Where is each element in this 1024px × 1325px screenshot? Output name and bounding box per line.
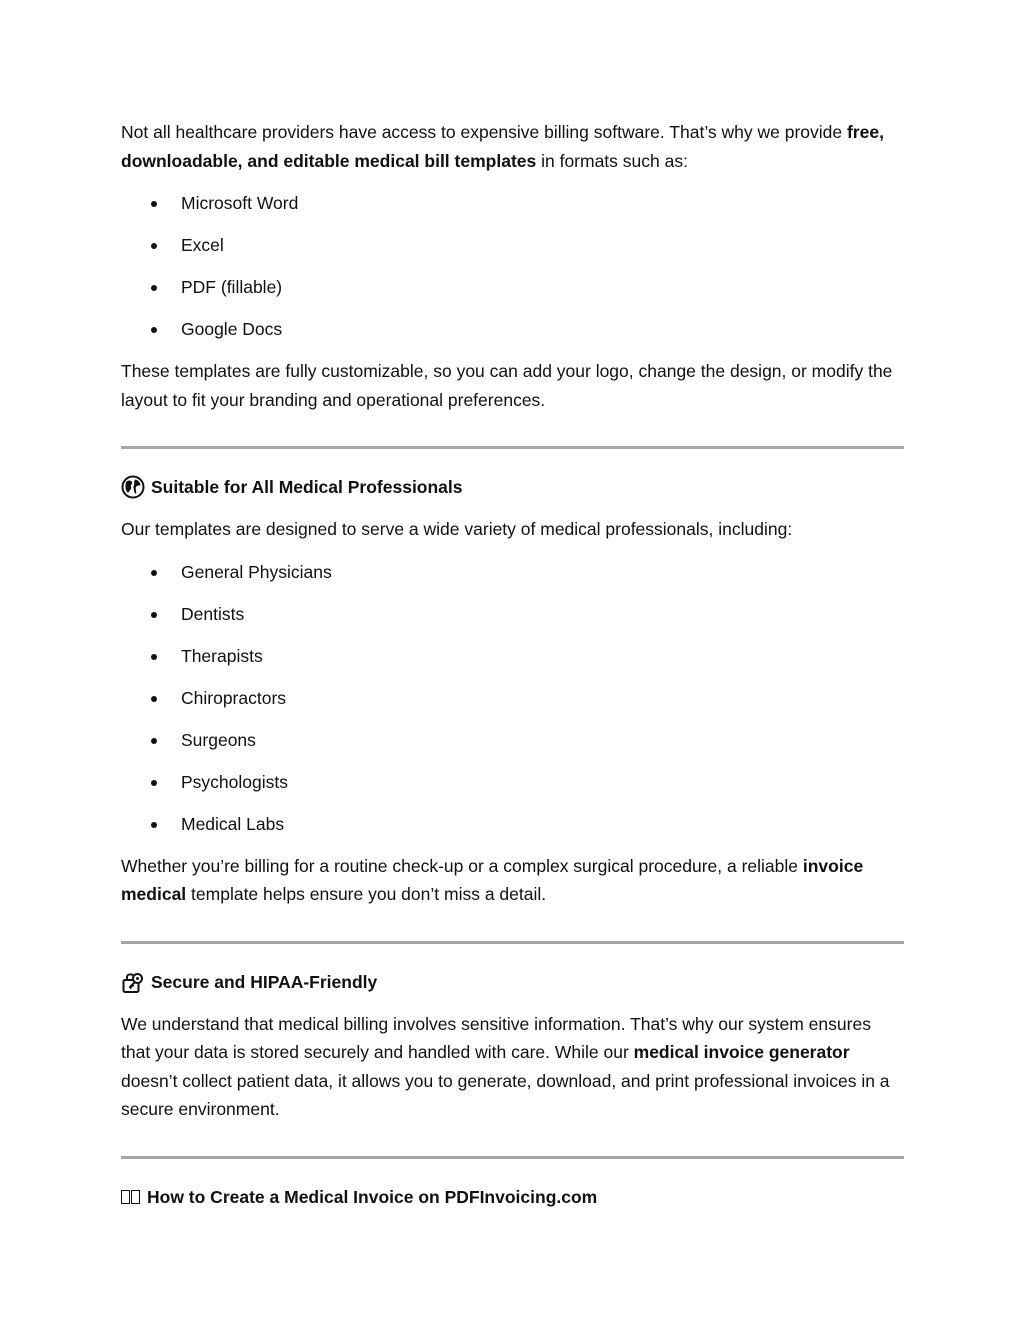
list-item bbox=[121, 768, 904, 796]
globe-icon bbox=[121, 475, 145, 499]
bullet-icon bbox=[151, 780, 157, 786]
list-item-label: Psychologists bbox=[181, 771, 288, 792]
bullet-icon bbox=[151, 696, 157, 702]
formats-list bbox=[121, 189, 904, 343]
list-item-label: Chiropractors bbox=[181, 687, 287, 708]
list-item bbox=[121, 810, 904, 838]
bullet-icon bbox=[151, 612, 157, 618]
document-page bbox=[121, 118, 904, 1211]
list-item bbox=[121, 642, 904, 670]
secure-bold-text: medical invoice generator bbox=[633, 1042, 850, 1062]
list-item bbox=[121, 231, 904, 259]
list-item-label: General Physicians bbox=[181, 561, 332, 582]
missing-glyph-box bbox=[131, 1190, 140, 1204]
list-item-label: Surgeons bbox=[181, 729, 256, 750]
bullet-icon bbox=[151, 570, 157, 576]
divider bbox=[121, 941, 904, 944]
section-title: Secure and HIPAA-Friendly bbox=[151, 971, 378, 992]
professionals-list bbox=[121, 558, 904, 838]
bullet-icon bbox=[151, 822, 157, 828]
section-title: Suitable for All Medical Professionals bbox=[151, 477, 463, 497]
missing-glyph-box bbox=[121, 1190, 130, 1204]
list-item-label: PDF (fillable) bbox=[181, 277, 283, 297]
bullet-icon bbox=[151, 285, 157, 291]
list-item bbox=[121, 684, 904, 712]
section-title: How to Create a Medical Invoice on PDFInvoicing.com bbox=[147, 1186, 598, 1207]
secure-text: We understand that medical billing involves sensitive information. That’s why our system ensures that your data is stored securely and handled with care. While our bbox=[121, 1013, 871, 1062]
customization-paragraph: These templates are fully customizable, so you can add your logo, change the design, or modify the layout to fit your branding and operational preferences. bbox=[121, 361, 893, 410]
secure-paragraph bbox=[121, 1010, 904, 1124]
bullet-icon bbox=[151, 201, 157, 207]
closing-text: Whether you’re billing for a routine check-up or a complex surgical procedure, a reliable bbox=[121, 855, 803, 876]
list-item bbox=[121, 600, 904, 628]
section-heading-secure bbox=[121, 968, 904, 996]
section-heading-howto bbox=[121, 1183, 904, 1211]
list-item bbox=[121, 558, 904, 586]
intro-text-end: in formats such as: bbox=[536, 150, 688, 171]
intro-paragraph bbox=[121, 118, 904, 175]
professionals-intro: Our templates are designed to serve a wide variety of medical professionals, including: bbox=[121, 519, 793, 539]
bullet-icon bbox=[151, 654, 157, 660]
lock-key-icon bbox=[121, 970, 145, 994]
list-item-label: Medical Labs bbox=[181, 813, 285, 834]
missing-glyph-icon bbox=[121, 1190, 140, 1204]
intro-text: Not all healthcare providers have access to expensive billing software. That’s why we provide bbox=[121, 122, 847, 142]
list-item-label: Microsoft Word bbox=[181, 193, 299, 213]
list-item-label: Dentists bbox=[181, 603, 245, 624]
list-item bbox=[121, 726, 904, 754]
bullet-icon bbox=[151, 738, 157, 744]
closing-bold-text: invoice medical bbox=[121, 855, 864, 904]
closing-text-end: template helps ensure you don’t miss a detail. bbox=[186, 884, 547, 904]
list-item-label: Excel bbox=[181, 235, 224, 255]
list-item-label: Google Docs bbox=[181, 319, 283, 339]
divider bbox=[121, 1156, 904, 1159]
list-item bbox=[121, 315, 904, 343]
divider bbox=[121, 446, 904, 449]
bullet-icon bbox=[151, 243, 157, 249]
professionals-closing bbox=[121, 852, 904, 909]
list-item bbox=[121, 189, 904, 217]
list-item-label: Therapists bbox=[181, 645, 263, 666]
section-heading-professionals bbox=[121, 473, 904, 501]
intro-bold-text: free, downloadable, and editable medical bill templates bbox=[121, 122, 884, 171]
bullet-icon bbox=[151, 327, 157, 333]
list-item bbox=[121, 273, 904, 301]
secure-text-end: doesn’t collect patient data, it allows you to generate, download, and print professional invoices in a secure environment. bbox=[121, 1070, 890, 1119]
